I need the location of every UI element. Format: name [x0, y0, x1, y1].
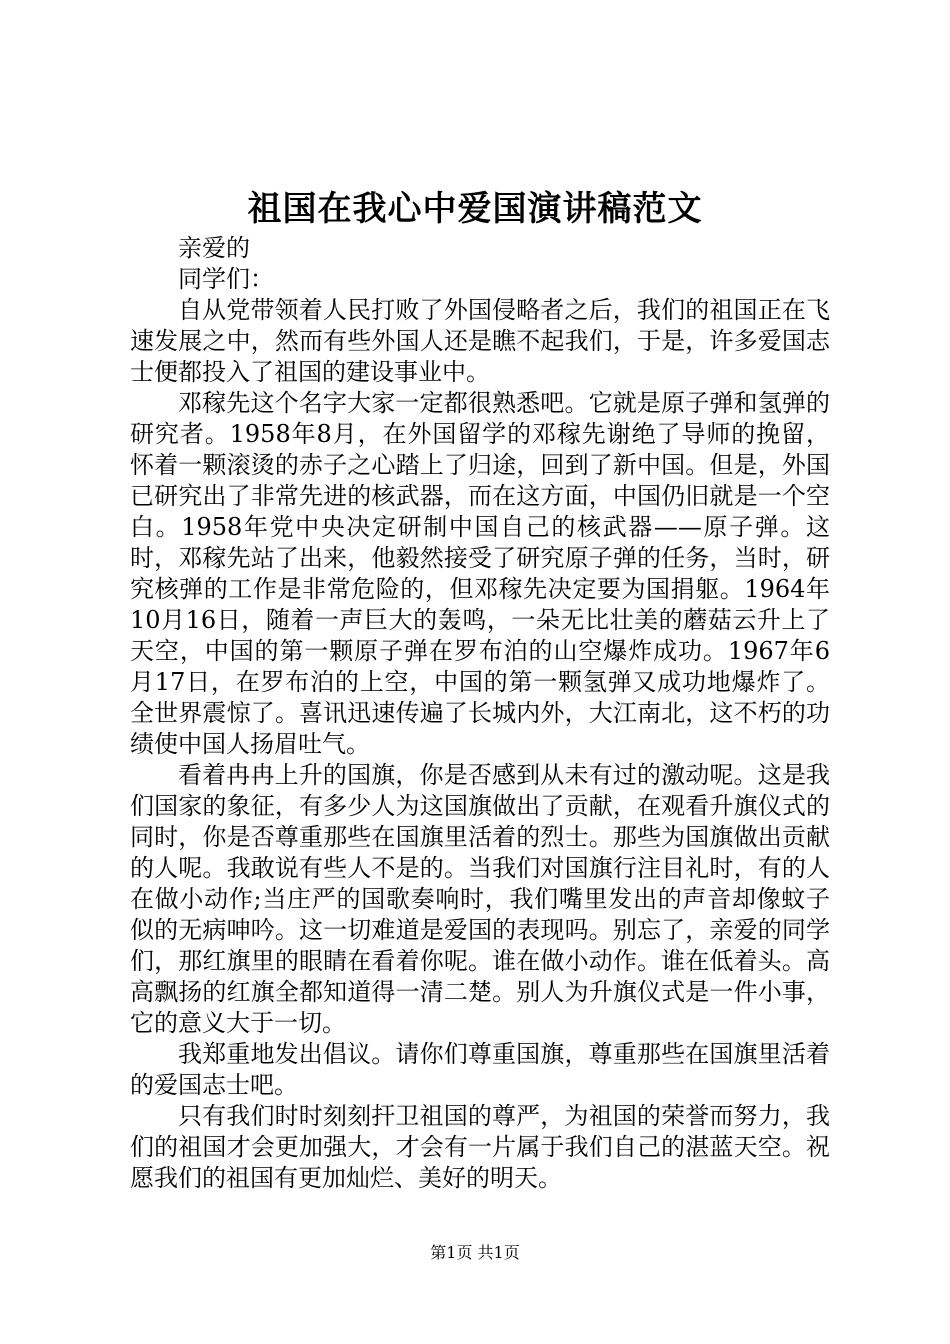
salutation-line-2: 同学们：	[178, 265, 274, 293]
body-paragraph-2: 邓稼先这个名字大家一定都很熟悉吧。它就是原子弹和氢弹的研究者。1958年8月，在外国留学的邓稼先谢绝了导师的挽留，怀着一颗滚烫的赤子之心踏上了归途，回到了新中国。但是，外国已研究出了非常先进的核武器，而在这方面，中国仍旧就是一个空白。1958年党中央决定研制中国自己的核武器——原子弹。这时，邓稼先站了出来，他毅然接受了研究原子弹的任务，当时，研究核弹的工作是非常危险的，但邓稼先决定要为国捐躯。1964年10月16日，随着一声巨大的轰鸣，一朵无比壮美的蘑菇云升上了天空，中国的第一颗原子弹在罗布泊的山空爆炸成功。1967年6月17日，在罗布泊的上空，中国的第一颗氢弹又成功地爆炸了。全世界震惊了。喜讯迅速传遍了长城内外，大江南北，这不朽的功绩使中国人扬眉吐气。	[130, 389, 830, 758]
body-paragraph-5: 只有我们时时刻刻扞卫祖国的尊严，为祖国的荣誉而努力，我们的祖国才会更加强大，才会有一片属于我们自己的湛蓝天空。祝愿我们的祖国有更加灿烂、美好的明天。	[130, 1102, 830, 1192]
salutation-line-1: 亲爱的	[178, 234, 250, 262]
body-paragraph-1: 自从党带领着人民打败了外国侵略者之后，我们的祖国正在飞速发展之中，然而有些外国人还是瞧不起我们，于是，许多爱国志士便都投入了祖国的建设事业中。	[130, 296, 830, 386]
document-body	[130, 233, 830, 1194]
body-paragraph-4: 我郑重地发出倡议。请你们尊重国旗，尊重那些在国旗里活着的爱国志士吧。	[130, 1040, 830, 1099]
document-title: 祖国在我心中爱国演讲稿范文	[247, 189, 703, 229]
body-paragraph-3: 看着冉冉上升的国旗，你是否感到从未有过的激动呢。这是我们国家的象征，有多少人为这国旗做出了贡献，在观看升旗仪式的同时，你是否尊重那些在国旗里活着的烈士。那些为国旗做出贡献的人呢。我敢说有些人不是的。当我们对国旗行注目礼时，有的人在做小动作;当庄严的国歌奏响时，我们嘴里发出的声音却像蚊子似的无病呻吟。这一切难道是爱国的表现吗。别忘了，亲爱的同学们，那红旗里的眼睛在看着你呢。谁在做小动作。谁在低着头。高高飘扬的红旗全都知道得一清二楚。别人为升旗仪式是一件小事，它的意义大于一切。	[130, 761, 830, 1037]
page-number-footer: 第1页 共1页	[430, 1243, 520, 1262]
